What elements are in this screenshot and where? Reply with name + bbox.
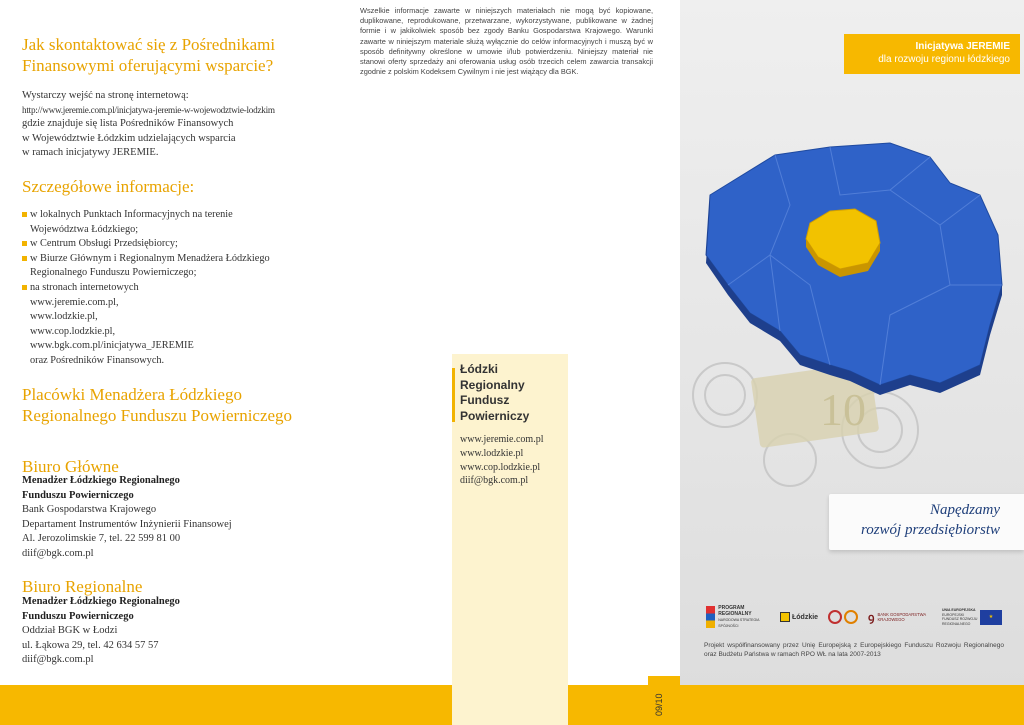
- eu-logo: [942, 604, 1006, 630]
- intro-line: gdzie znajduje się lista Pośredników Finansowych: [22, 118, 234, 130]
- bullet-square-icon: [22, 285, 27, 290]
- details-item-text: na stronach internetowych: [30, 281, 139, 293]
- slogan: [861, 500, 1000, 540]
- slogan-line: Napędzamy: [930, 502, 1000, 518]
- details-item-text[interactable]: www.cop.lodzkie.pl,: [30, 325, 116, 337]
- intro-url[interactable]: http://www.jeremie.com.pl/inicjatywa-jeremie-w-wojewodztwie-lodzkim: [22, 105, 275, 116]
- details-item-text[interactable]: www.lodzkie.pl,: [30, 311, 98, 323]
- bgk-mark-icon: ꝯ: [868, 611, 875, 624]
- left-bottom-bar: [0, 685, 340, 725]
- details-item: [22, 281, 322, 296]
- fund-link[interactable]: www.lodzkie.pl: [460, 447, 524, 459]
- sponsor-logos: [706, 604, 1006, 632]
- regional-office-line: ul. Łąkowa 29, tel. 42 634 57 57: [22, 639, 159, 651]
- details-item: [22, 339, 322, 354]
- fund-links: [460, 433, 544, 488]
- fund-title-line: Łódzki: [460, 362, 498, 376]
- circle-logo-icon: [844, 610, 858, 624]
- initiative-title: Inicjatywa JEREMIE: [915, 41, 1010, 52]
- details-item-text[interactable]: www.bgk.com.pl/inicjatywa_JEREMIE: [30, 340, 194, 352]
- middle-bottom-bar-left: [340, 685, 452, 725]
- bgk-logo-text: BANK GOSPODARSTWA KRAJOWEGO: [877, 612, 926, 622]
- main-office-email[interactable]: diif@bgk.com.pl: [22, 547, 94, 559]
- details-item: [22, 296, 322, 311]
- details-item: [22, 310, 322, 325]
- details-item: [22, 354, 322, 369]
- fund-title-line: Fundusz: [460, 393, 510, 408]
- intro-line: w Województwie Łódzkim udzielających wsparcia: [22, 132, 236, 144]
- round-logos: [828, 604, 864, 630]
- details-heading: Szczegółowe informacje:: [22, 177, 195, 196]
- fund-accent-stripe: [452, 368, 455, 422]
- details-item: [22, 237, 322, 252]
- initiative-subtitle: dla rozwoju regionu łódzkiego: [878, 54, 1010, 65]
- details-item-text: w Centrum Obsługi Przedsiębiorcy;: [30, 238, 178, 250]
- edition-box: [648, 676, 680, 725]
- region-map-icon: [680, 135, 1024, 395]
- details-list: [22, 208, 322, 369]
- fund-title: [460, 362, 565, 424]
- program-flag-icon: [706, 606, 715, 628]
- regional-office-line: Menadżer Łódzkiego Regionalnego: [22, 596, 180, 607]
- legal-notice: Wszelkie informacje zawarte w niniejszych materiałach nie mogą być kopiowane, duplikowane, reprodukowane, przetwarzane, wykorzystywane, publikowane w żadnej formie i w jakikolwiek sposób bez zgody Banku Gospodarstwa Krajowego. Warunki zawarte w niniejszym materiale służą wyłącznie do celów informacyjnych i muszą być w sposób definitywny określone w umowie i/lub potwierdzeniu. Niniejszy materiał nie stanowi oferty sprzedaży ani oferowania usług osób trzecich celem zawarcia transakcji zgodnie z polskim Kodeksem Cywilnym i nie jest wiążący dla BGK.: [360, 6, 653, 77]
- program-logo-subtext: NARODOWA STRATEGIA SPÓJNOŚCI: [718, 618, 760, 628]
- fund-link[interactable]: www.jeremie.com.pl: [460, 434, 544, 445]
- details-item-text: Województwa Łódzkiego;: [30, 223, 139, 235]
- contact-heading: Jak skontaktować się z Pośrednikami Finansowymi oferującymi wsparcie?: [22, 35, 276, 75]
- details-item-text[interactable]: www.jeremie.com.pl,: [30, 296, 119, 308]
- bullet-square-icon: [22, 212, 27, 217]
- intro-text: [22, 89, 275, 160]
- details-item-text: oraz Pośredników Finansowych.: [30, 354, 165, 366]
- right-panel: [680, 0, 1024, 725]
- lodzkie-mark-icon: [780, 612, 790, 622]
- main-office-line: Funduszu Powierniczego: [22, 489, 134, 501]
- main-office-line: Al. Jerozolimskie 7, tel. 22 599 81 00: [22, 533, 181, 545]
- initiative-box: [844, 34, 1020, 74]
- middle-panel: [340, 0, 680, 725]
- details-item-text: w lokalnych Punktach Informacyjnych na terenie: [30, 209, 233, 220]
- fund-title-line: Powierniczy: [460, 408, 530, 423]
- left-panel: [0, 0, 340, 725]
- details-item: [22, 325, 322, 340]
- offices-heading: Placówki Menadżera Łódzkiego Regionalnego Funduszu Powierniczego: [22, 385, 293, 425]
- eu-logo-text: UNIA EUROPEJSKA: [942, 608, 976, 612]
- regional-office-line: Funduszu Powierniczego: [22, 610, 134, 622]
- details-item-text: w Biurze Głównym i Regionalnym Menadżera Łódzkiego: [30, 252, 270, 264]
- intro-line: Wystarczy wejść na stronę internetową:: [22, 90, 189, 101]
- main-office-block: [22, 474, 232, 562]
- main-office-line: Departament Instrumentów Inżynierii Finansowej: [22, 518, 232, 530]
- right-bottom-bar: [680, 685, 1024, 725]
- project-cofinancing-note: Projekt współfinansowany przez Unię Europejską z Europejskiego Funduszu Rozwoju Regionalnego oraz Budżetu Państwa w ramach RPO WŁ na lata 2007-2013: [704, 642, 1004, 658]
- intro-line: w ramach inicjatywy JEREMIE.: [22, 146, 159, 158]
- lodzkie-logo: [780, 604, 824, 630]
- details-item-text: Regionalnego Funduszu Powierniczego;: [30, 267, 197, 279]
- details-item: [22, 208, 322, 223]
- eu-logo-subtext: EUROPEJSKI FUNDUSZ ROZWOJU REGIONALNEGO: [942, 612, 978, 626]
- bgk-logo: [868, 604, 938, 630]
- program-regionalny-logo: [706, 604, 776, 630]
- eu-flag-icon: ★: [980, 610, 1002, 625]
- details-item: [22, 266, 322, 281]
- main-office-line: Bank Gospodarstwa Krajowego: [22, 504, 157, 516]
- regional-office-line: Oddział BGK w Łodzi: [22, 625, 118, 637]
- middle-bottom-bar-right: [568, 685, 648, 725]
- main-office-heading: Biuro Główne: [22, 457, 119, 476]
- regional-office-email[interactable]: diif@bgk.com.pl: [22, 654, 94, 666]
- edition-number: 09/10: [654, 693, 664, 716]
- lodzkie-logo-text: Łódzkie: [792, 613, 819, 621]
- fund-link[interactable]: www.cop.lodzkie.pl: [460, 461, 541, 473]
- slogan-line: rozwój przedsiębiorstw: [860, 522, 1000, 538]
- fund-title-line: Regionalny: [460, 377, 525, 392]
- main-office-line: Menadżer Łódzkiego Regionalnego: [22, 475, 180, 486]
- banknote-denomination-icon: 10: [820, 384, 866, 435]
- bullet-square-icon: [22, 256, 27, 261]
- bullet-square-icon: [22, 241, 27, 246]
- details-item: [22, 223, 322, 238]
- fund-email[interactable]: diif@bgk.com.pl: [460, 475, 529, 487]
- regional-office-block: [22, 595, 180, 668]
- circle-logo-icon: [828, 610, 842, 624]
- program-logo-text: PROGRAM REGIONALNY: [718, 605, 752, 617]
- details-item: [22, 252, 322, 267]
- regional-office-heading: Biuro Regionalne: [22, 577, 143, 596]
